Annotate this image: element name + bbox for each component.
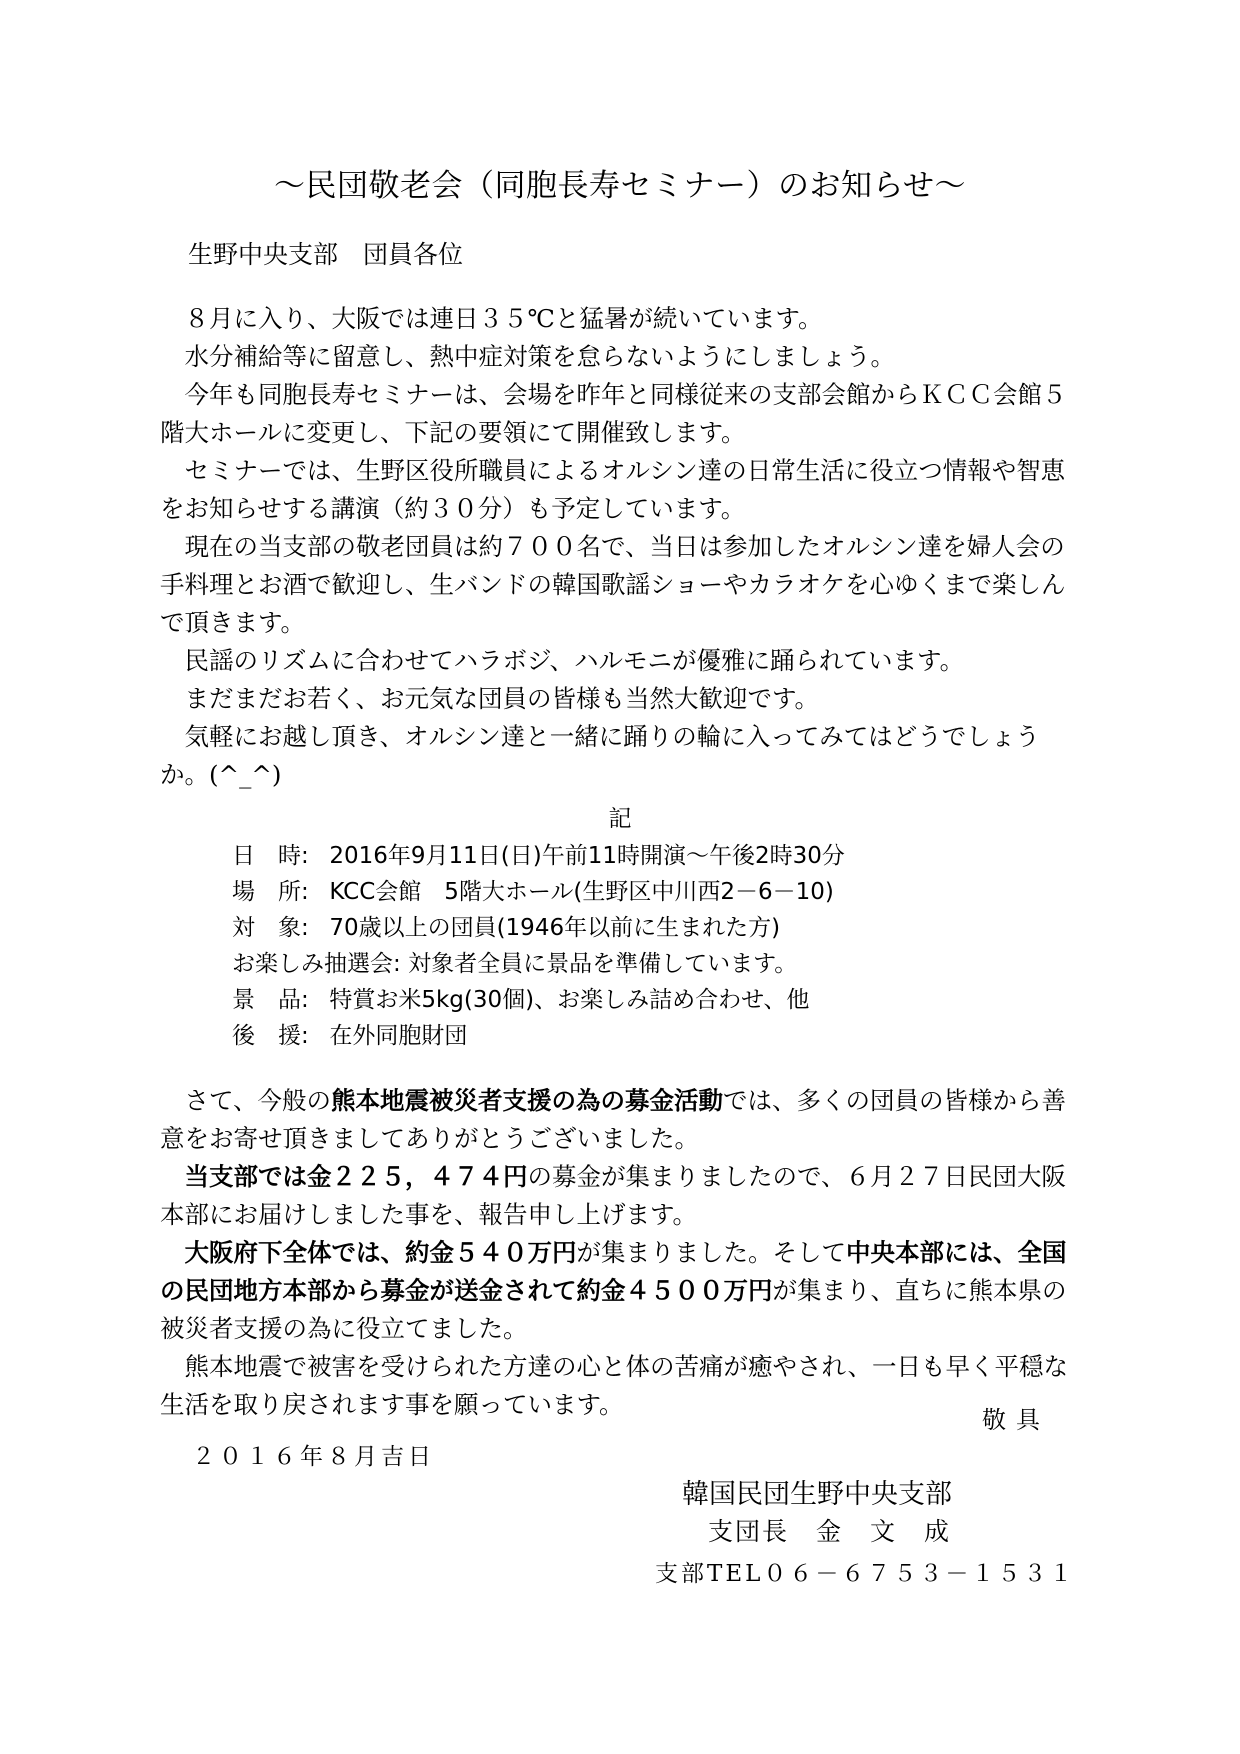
body-paragraph: 水分補給等に留意し、熱中症対策を怠らないようにしましょう。 [184,342,895,371]
report-highlight: 熊本地震被災者支援の為の募金活動 [331,1086,724,1115]
detail-row-datetime [232,838,1132,874]
detail-value: 70歳以上の団員(1946年以前に生まれた方) [329,915,781,941]
body-paragraph: セミナーでは、生野区役所職員によるオルシン達の日常生活に役立つ情報や智恵をお知らせする講演（約３０分）も予定しています。 [160,456,1066,523]
report-paragraph: 熊本地震で被害を受けられた方達の心と体の苦痛が癒やされ、一日も早く平穏な生活を取り戻されます事を願っています。 [160,1352,1068,1419]
report-highlight: 中央本部には、全国の民団地方本部から募金が送金されて約金４５００万円 [160,1238,1067,1305]
detail-value: 2016年9月11日(日)午前11時開演～午後2時30分 [329,843,845,869]
detail-value: 特賞お米5kg(30個)、お楽しみ詰め合わせ、他 [329,987,810,1013]
report-text: が集まり、直ちに熊本県の被災者支援の為に役立てました。 [160,1276,1067,1343]
detail-value: 対象者全員に景品を準備しています。 [408,951,798,977]
detail-label: 場 所: [232,879,309,905]
report-highlight: 大阪府下全体では、約金５４０万円 [184,1238,577,1267]
branch-phone: 支部TEL０６－６７５３－１５３１ [655,1561,1076,1587]
report-paragraph [160,1082,1080,1158]
detail-label: 対 象: [232,915,309,941]
detail-value: 在外同胞財団 [329,1023,468,1049]
ki-heading: 記 [608,806,632,832]
report-text: では、多くの団員の皆様から善意をお寄せ頂きましてありがとうございました。 [160,1086,1067,1153]
report-highlight: 当支部では金２２５，４７４円 [184,1162,528,1191]
detail-row-venue [232,874,1132,910]
report-text: の募金が集まりましたので、６月２７日民団大阪本部にお届けしました事を、報告申し上げます。 [160,1162,1067,1229]
report-text: が集まりました。そして [576,1238,846,1267]
detail-row-lottery [232,946,1132,982]
report-paragraph [160,1234,1080,1348]
detail-value: KCC会館 5階大ホール(生野区中川西2－6－10) [329,879,834,905]
body-paragraph: 気軽にお越し頂き、オルシン達と一緒に踊りの輪に入ってみてはどうでしょうか。(^_^) [160,722,1040,789]
event-details [232,838,1132,1054]
closing-word: 敬具 [982,1406,1050,1434]
body-paragraph: まだまだお若く、お元気な団員の皆様も当然大歓迎です。 [184,684,820,713]
body-paragraph: 現在の当支部の敬老団員は約７００名で、当日は参加したオルシン達を婦人会の手料理とお酒で歓迎し、生バンドの韓国歌謡ショーやカラオケを心ゆくまで楽しんで頂きます。 [160,532,1066,637]
detail-label: 日 時: [232,843,309,869]
body-paragraph: 今年も同胞長寿セミナーは、会場を昨年と同様従来の支部会館からＫＣＣ会館５階大ホールに変更し、下記の要領にて開催致します。 [160,380,1067,447]
branch-chief: 支団長 金 文 成 [708,1517,952,1546]
addressee: 生野中央支部 団員各位 [188,240,464,269]
report-paragraph [160,1158,1080,1234]
report-text: さて、今般の [184,1086,332,1115]
detail-label: お楽しみ抽選会: [232,951,401,977]
detail-row-prizes [232,982,1132,1018]
issue-date: ２０１６年８月吉日 [192,1444,435,1470]
body-paragraph: 民謡のリズムに合わせてハラボジ、ハルモニが優雅に踊られています。 [184,646,965,675]
body-text [160,300,1080,794]
page-title: ～民団敬老会（同胞長寿セミナー）のお知らせ～ [273,168,967,204]
donation-report [160,1082,1080,1424]
organization-name: 韓国民団生野中央支部 [682,1479,952,1510]
detail-row-support [232,1018,1132,1054]
body-paragraph: ８月に入り、大阪では連日３５℃と猛暑が続いています。 [184,304,823,333]
detail-row-target [232,910,1132,946]
detail-label: 後 援: [232,1023,309,1049]
detail-label: 景 品: [232,987,309,1013]
